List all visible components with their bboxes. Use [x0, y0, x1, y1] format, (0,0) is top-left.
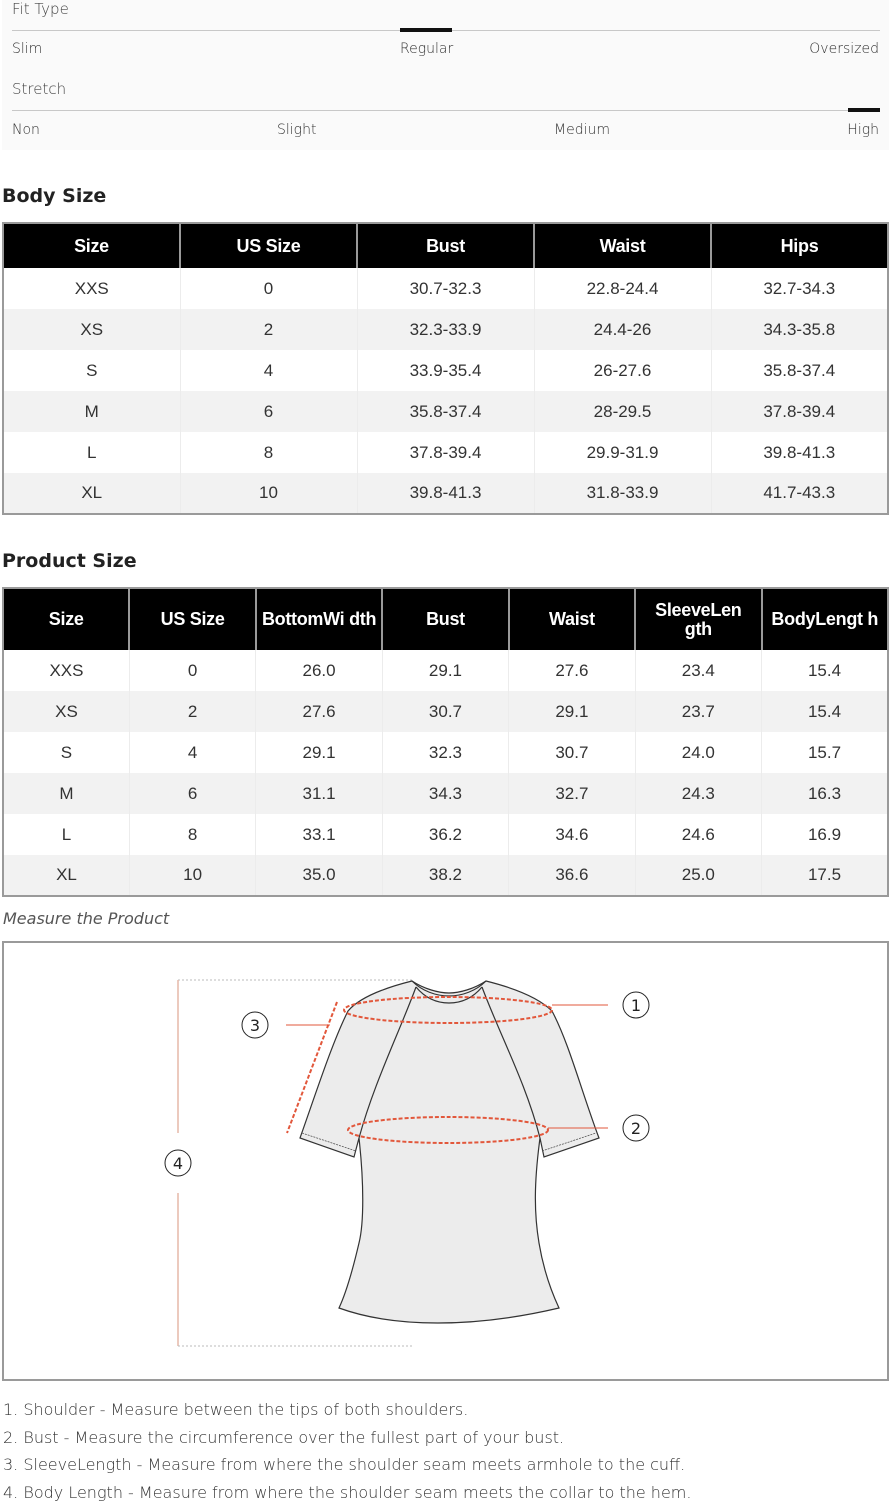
- table-cell: 30.7-32.3: [357, 268, 534, 309]
- table-cell: 24.3: [635, 773, 761, 814]
- fit-type-label-slim: Slim: [12, 41, 42, 57]
- table-cell: 26.0: [256, 650, 382, 691]
- table-cell: 32.7-34.3: [711, 268, 888, 309]
- stretch-label-slight: Slight: [277, 122, 316, 138]
- column-header: Size: [3, 588, 129, 650]
- table-cell: M: [3, 391, 180, 432]
- table-cell: 15.4: [762, 650, 888, 691]
- table-cell: 8: [129, 814, 255, 855]
- table-cell: 23.4: [635, 650, 761, 691]
- table-cell: 33.9-35.4: [357, 350, 534, 391]
- table-row: [3, 309, 888, 350]
- table-cell: 0: [180, 268, 357, 309]
- table-cell: 29.1: [382, 650, 508, 691]
- note-sleeve-length: 3. SleeveLength - Measure from where the shoulder seam meets armhole to the cuff.: [3, 1451, 691, 1479]
- table-cell: 4: [180, 350, 357, 391]
- table-cell: 35.8-37.4: [711, 350, 888, 391]
- table-cell: 34.3: [382, 773, 508, 814]
- table-cell: 38.2: [382, 855, 508, 896]
- table-cell: S: [3, 350, 180, 391]
- table-cell: 22.8-24.4: [534, 268, 711, 309]
- table-cell: 16.9: [762, 814, 888, 855]
- table-cell: 23.7: [635, 691, 761, 732]
- table-cell: 24.4-26: [534, 309, 711, 350]
- product-size-title: Product Size: [2, 550, 137, 572]
- table-row: [3, 691, 888, 732]
- table-cell: 17.5: [762, 855, 888, 896]
- measure-caption: Measure the Product: [3, 909, 169, 928]
- stretch-label-high: High: [847, 122, 879, 138]
- svg-text:1: 1: [631, 996, 641, 1015]
- body-size-title: Body Size: [2, 185, 106, 207]
- table-cell: XS: [3, 309, 180, 350]
- svg-text:4: 4: [173, 1154, 183, 1173]
- table-cell: L: [3, 432, 180, 473]
- stretch-label-non: Non: [12, 122, 40, 138]
- table-cell: 15.7: [762, 732, 888, 773]
- table-cell: 35.8-37.4: [357, 391, 534, 432]
- marker-1: [623, 992, 649, 1018]
- marker-4: [165, 1150, 191, 1176]
- table-cell: XL: [3, 855, 129, 896]
- table-row: [3, 732, 888, 773]
- table-cell: 16.3: [762, 773, 888, 814]
- table-row: [3, 350, 888, 391]
- fit-type-label-oversized: Oversized: [809, 41, 879, 57]
- svg-text:2: 2: [631, 1119, 641, 1138]
- table-cell: 32.3: [382, 732, 508, 773]
- table-cell: 34.3-35.8: [711, 309, 888, 350]
- table-cell: 34.6: [509, 814, 635, 855]
- column-header: Waist: [509, 588, 635, 650]
- table-cell: 2: [129, 691, 255, 732]
- table-cell: 4: [129, 732, 255, 773]
- fit-panel: [2, 0, 889, 150]
- table-row: [3, 855, 888, 896]
- table-cell: 26-27.6: [534, 350, 711, 391]
- table-cell: XS: [3, 691, 129, 732]
- table-cell: 29.1: [256, 732, 382, 773]
- table-cell: 28-29.5: [534, 391, 711, 432]
- table-header-row: [3, 588, 888, 650]
- column-header: Size: [3, 223, 180, 268]
- table-cell: 10: [180, 473, 357, 514]
- table-cell: 37.8-39.4: [711, 391, 888, 432]
- table-cell: L: [3, 814, 129, 855]
- table-row: [3, 268, 888, 309]
- table-cell: 35.0: [256, 855, 382, 896]
- note-shoulder: 1. Shoulder - Measure between the tips of both shoulders.: [3, 1396, 691, 1424]
- note-bust: 2. Bust - Measure the circumference over the fullest part of your bust.: [3, 1424, 691, 1452]
- table-cell: 36.2: [382, 814, 508, 855]
- column-header: Bust: [382, 588, 508, 650]
- table-cell: 29.1: [509, 691, 635, 732]
- note-body-length: 4. Body Length - Measure from where the shoulder seam meets the collar to the hem.: [3, 1479, 691, 1506]
- table-cell: 0: [129, 650, 255, 691]
- fit-type-label-regular: Regular: [400, 41, 453, 57]
- table-cell: 24.6: [635, 814, 761, 855]
- column-header: BottomWi dth: [256, 588, 382, 650]
- column-header: Hips: [711, 223, 888, 268]
- table-cell: 10: [129, 855, 255, 896]
- table-cell: 15.4: [762, 691, 888, 732]
- table-header-row: [3, 223, 888, 268]
- table-row: [3, 473, 888, 514]
- table-cell: 30.7: [382, 691, 508, 732]
- table-row: [3, 391, 888, 432]
- fit-type-title: Fit Type: [12, 0, 69, 18]
- stretch-label-medium: Medium: [554, 122, 610, 138]
- table-cell: 8: [180, 432, 357, 473]
- tshirt-diagram-icon: [4, 943, 887, 1379]
- table-cell: XXS: [3, 268, 180, 309]
- column-header: US Size: [129, 588, 255, 650]
- table-cell: 25.0: [635, 855, 761, 896]
- column-header: BodyLengt h: [762, 588, 888, 650]
- table-cell: 31.1: [256, 773, 382, 814]
- table-cell: 39.8-41.3: [357, 473, 534, 514]
- column-header: Waist: [534, 223, 711, 268]
- column-header: SleeveLen gth: [635, 588, 761, 650]
- table-row: [3, 773, 888, 814]
- table-cell: 24.0: [635, 732, 761, 773]
- table-cell: XXS: [3, 650, 129, 691]
- table-cell: 39.8-41.3: [711, 432, 888, 473]
- table-cell: 32.3-33.9: [357, 309, 534, 350]
- measurement-diagram: [2, 941, 889, 1381]
- column-header: Bust: [357, 223, 534, 268]
- table-cell: 2: [180, 309, 357, 350]
- stretch-title: Stretch: [12, 80, 66, 98]
- table-cell: 32.7: [509, 773, 635, 814]
- table-cell: 6: [180, 391, 357, 432]
- marker-2: [623, 1115, 649, 1141]
- table-cell: 29.9-31.9: [534, 432, 711, 473]
- table-cell: 37.8-39.4: [357, 432, 534, 473]
- table-cell: 27.6: [256, 691, 382, 732]
- table-row: [3, 650, 888, 691]
- measurement-notes: [3, 1396, 691, 1506]
- table-cell: 36.6: [509, 855, 635, 896]
- product-size-table: [2, 587, 889, 897]
- table-cell: 30.7: [509, 732, 635, 773]
- table-cell: M: [3, 773, 129, 814]
- table-row: [3, 432, 888, 473]
- fit-type-marker: [400, 28, 452, 32]
- stretch-marker: [848, 108, 880, 112]
- table-row: [3, 814, 888, 855]
- table-cell: 33.1: [256, 814, 382, 855]
- table-cell: 27.6: [509, 650, 635, 691]
- marker-3: [242, 1012, 268, 1038]
- table-cell: XL: [3, 473, 180, 514]
- table-cell: S: [3, 732, 129, 773]
- body-size-table: [2, 222, 889, 515]
- stretch-scale: [12, 110, 880, 111]
- svg-text:3: 3: [250, 1016, 260, 1035]
- table-cell: 31.8-33.9: [534, 473, 711, 514]
- table-cell: 41.7-43.3: [711, 473, 888, 514]
- column-header: US Size: [180, 223, 357, 268]
- table-cell: 6: [129, 773, 255, 814]
